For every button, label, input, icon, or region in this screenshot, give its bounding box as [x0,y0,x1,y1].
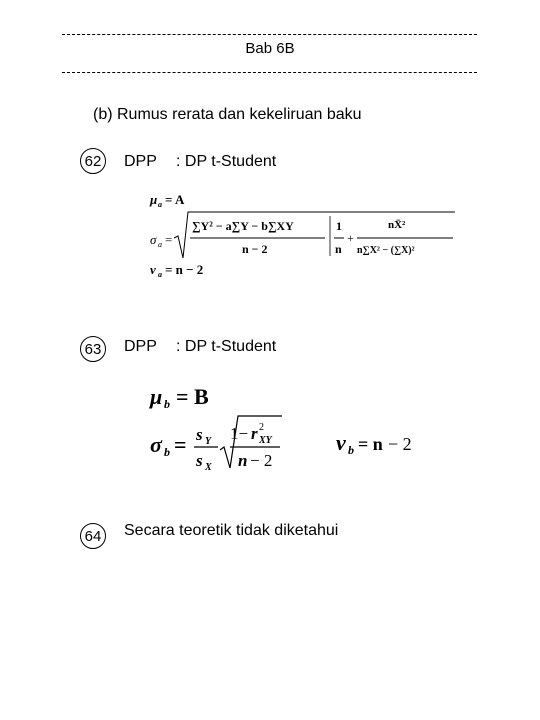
svg-text:μ: μ [150,384,163,409]
formula-block-62 [150,186,460,286]
item-number-63: 63 [80,336,106,362]
svg-text:X: X [205,462,212,473]
item-label-63: DPP [124,338,157,355]
section-subtitle: (b) Rumus rerata dan kekeliruan baku [93,106,362,123]
formula-block-63 [150,380,420,480]
svg-text:= n − 2: = n − 2 [165,262,204,277]
svg-text:=: = [174,432,187,457]
item-desc-62: : DP t-Student [176,153,277,170]
svg-text:− 2: − 2 [250,451,273,470]
bottom-divider [62,72,477,73]
svg-text:1−: 1− [230,424,249,443]
svg-text:b: b [164,397,170,411]
svg-text:ν: ν [336,430,346,455]
top-divider [62,34,477,35]
svg-text:σ: σ [150,432,162,457]
svg-text:a: a [158,270,162,279]
svg-text:1: 1 [336,219,342,233]
item-label-62: DPP [124,153,157,170]
svg-text:− 2: − 2 [388,434,412,454]
svg-text:∑Y² − a∑Y − b∑XY: ∑Y² − a∑Y − b∑XY [192,219,294,233]
chapter-title: Bab 6B [245,40,295,57]
svg-text:n: n [335,242,342,256]
item-label-64: Secara teoretik tidak diketahui [124,522,339,539]
svg-text:= B: = B [176,384,209,409]
svg-text:s: s [196,451,203,470]
svg-text:XY: XY [259,435,272,446]
svg-text:+: + [347,231,354,245]
svg-text:n − 2: n − 2 [242,242,268,256]
item-desc-63: : DP t-Student [176,338,277,355]
svg-text:ν: ν [150,262,156,277]
svg-text:r: r [251,424,258,443]
svg-text:n∑X² − (∑X)²: n∑X² − (∑X)² [357,245,415,256]
svg-text:= n: = n [358,434,383,454]
svg-text:b: b [164,445,170,459]
svg-text:2: 2 [259,422,264,433]
svg-text:= A: = A [165,192,185,207]
item-number-64: 64 [80,523,106,549]
svg-text:σ: σ [150,232,157,247]
svg-text:nX̄²: nX̄² [388,219,406,231]
svg-text:s: s [196,425,203,444]
svg-text:b: b [348,443,354,457]
svg-text:n: n [238,451,248,470]
svg-text:a: a [158,240,162,249]
svg-text:Y: Y [205,436,212,447]
item-number-62: 62 [80,148,106,174]
svg-text:μ: μ [150,192,158,207]
svg-text:=: = [165,232,173,247]
svg-text:a: a [158,200,162,209]
